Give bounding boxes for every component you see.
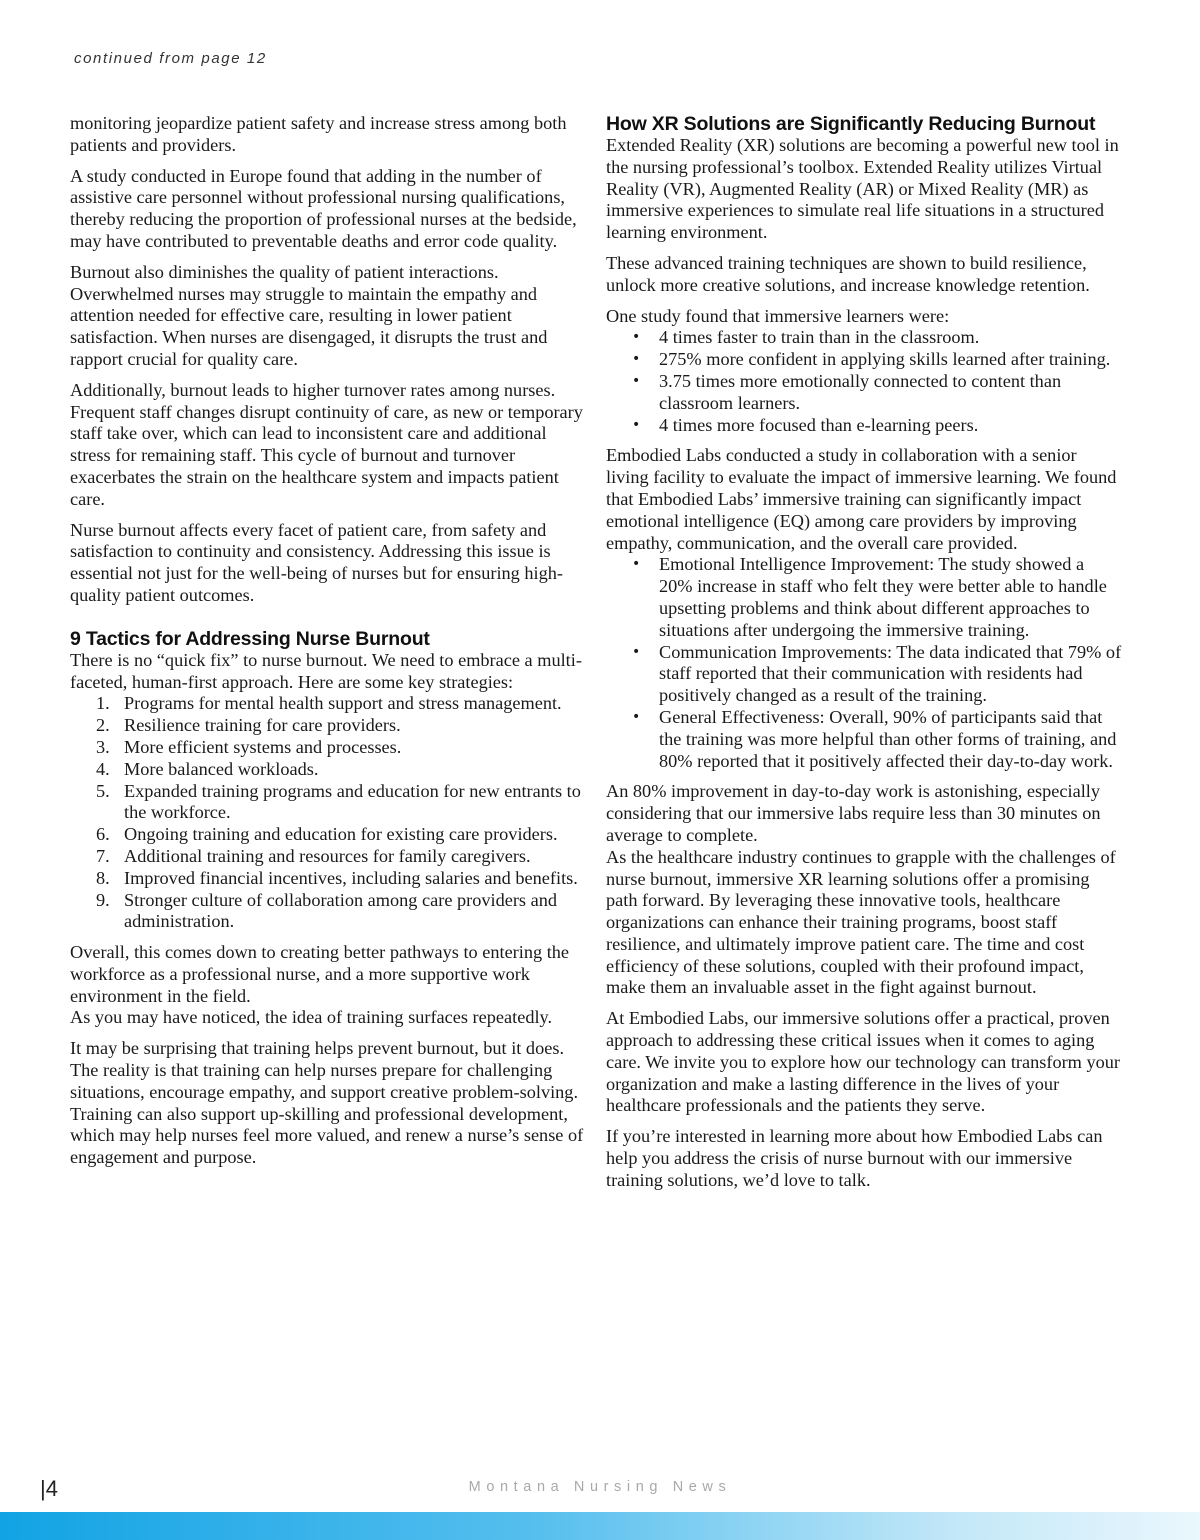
list-item-text: Ongoing training and education for existing care providers. — [124, 824, 558, 845]
list-item — [606, 327, 1122, 349]
bullet-icon: • — [632, 708, 641, 725]
list-number: 8. — [96, 867, 110, 888]
list-number: 6. — [96, 824, 110, 845]
bullet-icon: • — [632, 416, 641, 433]
paragraph: Extended Reality (XR) solutions are becoming a powerful new tool in the nursing professional’s toolbox. Extended Reality utilizes Virtual Reality (VR), Augmented Reality (AR) or Mixed Reality (MR) as immersive experiences to simulate real life situations in a structured learning environment. — [606, 135, 1119, 243]
list-item-text: Stronger culture of collaboration among care providers and administration. — [124, 889, 558, 932]
right-column — [606, 113, 1122, 1201]
tactics-list — [70, 693, 586, 933]
list-number: 2. — [96, 715, 110, 736]
list-item — [606, 707, 1122, 772]
paragraph: Additionally, burnout leads to higher turnover rates among nurses. Frequent staff changes disrupt continuity of care, as new or temporary staff take over, which can lead to inconsistent care and additional stress for remaining staff. This cycle of burnout and turnover exacerbates the strain on the healthcare system and impacts patient care. — [70, 379, 583, 509]
paragraph: A study conducted in Europe found that adding in the number of assistive care personnel without professional nursing qualifications, thereby reducing the proportion of professional nurses at the bedside, may have contributed to preventable deaths and error code quality. — [70, 165, 577, 251]
study-results-list — [606, 327, 1122, 436]
paragraph: As you may have noticed, the idea of training surfaces repeatedly. — [70, 1007, 553, 1028]
list-number: 3. — [96, 736, 110, 757]
paragraph: These advanced training techniques are shown to build resilience, unlock more creative solutions, and increase knowledge retention. — [606, 252, 1090, 295]
paragraph: One study found that immersive learners were: — [606, 305, 950, 326]
eq-results-list — [606, 554, 1122, 772]
list-item-text: Expanded training programs and education for new entrants to the workforce. — [124, 780, 581, 823]
section-heading: 9 Tactics for Addressing Nurse Burnout — [70, 627, 430, 650]
bullet-icon: • — [632, 372, 641, 389]
left-column — [70, 113, 586, 1178]
list-item-text: General Effectiveness: Overall, 90% of participants said that the training was more helpful than other forms of training, and 80% reported that it positively affected their day-to-day work. — [659, 706, 1117, 771]
accent-bar — [0, 1512, 1200, 1540]
list-item — [70, 693, 586, 715]
list-item — [70, 846, 586, 868]
paragraph: It may be surprising that training helps prevent burnout, but it does. The reality is that training can help nurses prepare for challenging situations, encourage empathy, and support creative problem-solving. Training can also support up-skilling and professional development, which may help nurses feel more valued, and renew a nurse’s sense of engagement and purpose. — [70, 1038, 584, 1168]
list-item-text: Resilience training for care providers. — [124, 715, 401, 736]
paragraph: At Embodied Labs, our immersive solutions offer a practical, proven approach to addressing these critical issues when it comes to aging care. We invite you to explore how our technology can transform your organization and make a lasting difference in the lives of your healthcare professionals and the patients they serve. — [606, 1008, 1120, 1116]
paragraph: monitoring jeopardize patient safety and increase stress among both patients and providers. — [70, 113, 567, 155]
list-item — [606, 642, 1122, 707]
list-item — [70, 824, 586, 846]
list-item — [70, 715, 586, 737]
list-item — [606, 371, 1122, 415]
list-number: 5. — [96, 780, 110, 801]
list-number: 1. — [96, 693, 110, 714]
list-item-text: 275% more confident in applying skills learned after training. — [659, 349, 1111, 370]
list-item-text: Additional training and resources for family caregivers. — [124, 845, 531, 866]
list-item-text: Communication Improvements: The data indicated that 79% of staff reported that their communication with residents had positively changed as a result of the training. — [659, 641, 1122, 706]
page-number: |4 — [40, 1476, 58, 1501]
list-item-text: 4 times faster to train than in the classroom. — [659, 327, 980, 348]
list-item — [70, 868, 586, 890]
continued-note: continued from page 12 — [74, 50, 267, 67]
list-item-text: More efficient systems and processes. — [124, 736, 402, 757]
paragraph: Embodied Labs conducted a study in collaboration with a senior living facility to evaluate the impact of immersive learning. We found that Embodied Labs’ immersive training can significantly impact emotional intelligence (EQ) among care providers by improving empathy, communication, and the overall care provided. — [606, 445, 1117, 553]
paragraph: Nurse burnout affects every facet of patient care, from safety and satisfaction to continuity and consistency. Addressing this issue is essential not just for the well-being of nurses but for ensuring high-quality patient outcomes. — [70, 519, 563, 605]
list-item — [70, 759, 586, 781]
list-item — [606, 349, 1122, 371]
paragraph: There is no “quick fix” to nurse burnout. We need to embrace a multi-faceted, human-first approach. Here are some key strategies: — [70, 649, 582, 692]
list-item-text: Emotional Intelligence Improvement: The study showed a 20% increase in staff who felt they were better able to handle upsetting problems and think about different approaches to situations after undergoing the immersive training. — [659, 554, 1107, 640]
paragraph: If you’re interested in learning more about how Embodied Labs can help you address the crisis of nurse burnout with our immersive training solutions, we’d love to talk. — [606, 1126, 1103, 1190]
bullet-icon: • — [632, 329, 641, 346]
list-item — [606, 415, 1122, 437]
list-item — [70, 781, 586, 825]
paragraph: As the healthcare industry continues to grapple with the challenges of nurse burnout, immersive XR learning solutions offer a promising path forward. By leveraging these innovative tools, healthcare organizations can enhance their training programs, boost staff resilience, and ultimately improve patient care. The time and cost efficiency of these solutions, coupled with their profound impact, make them an invaluable asset in the fight against burnout. — [606, 846, 1116, 998]
list-number: 7. — [96, 845, 110, 866]
paragraph: An 80% improvement in day-to-day work is astonishing, especially considering that our immersive labs require less than 30 minutes on average to complete. — [606, 781, 1101, 845]
bullet-icon: • — [632, 643, 641, 660]
list-item — [606, 554, 1122, 641]
list-item-text: 4 times more focused than e-learning peers. — [659, 414, 979, 435]
paragraph: Overall, this comes down to creating better pathways to entering the workforce as a professional nurse, and a more supportive work environment in the field. — [70, 942, 570, 1006]
publication-title: Montana Nursing News — [468, 1479, 732, 1495]
bullet-icon: • — [632, 556, 641, 573]
list-item — [70, 737, 586, 759]
list-number: 4. — [96, 758, 110, 779]
section-heading: How XR Solutions are Significantly Reducing Burnout — [606, 113, 1096, 135]
list-item — [70, 890, 586, 934]
list-item-text: More balanced workloads. — [124, 758, 319, 779]
list-item-text: Improved financial incentives, including salaries and benefits. — [124, 867, 578, 888]
list-item-text: 3.75 times more emotionally connected to content than classroom learners. — [659, 370, 1062, 413]
list-number: 9. — [96, 889, 110, 910]
list-item-text: Programs for mental health support and stress management. — [124, 693, 562, 714]
paragraph: Burnout also diminishes the quality of patient interactions. Overwhelmed nurses may struggle to maintain the empathy and attention needed for effective care, resulting in lower patient satisfaction. When nurses are disengaged, it disrupts the trust and rapport crucial for quality care. — [70, 261, 548, 369]
bullet-icon: • — [632, 351, 641, 368]
